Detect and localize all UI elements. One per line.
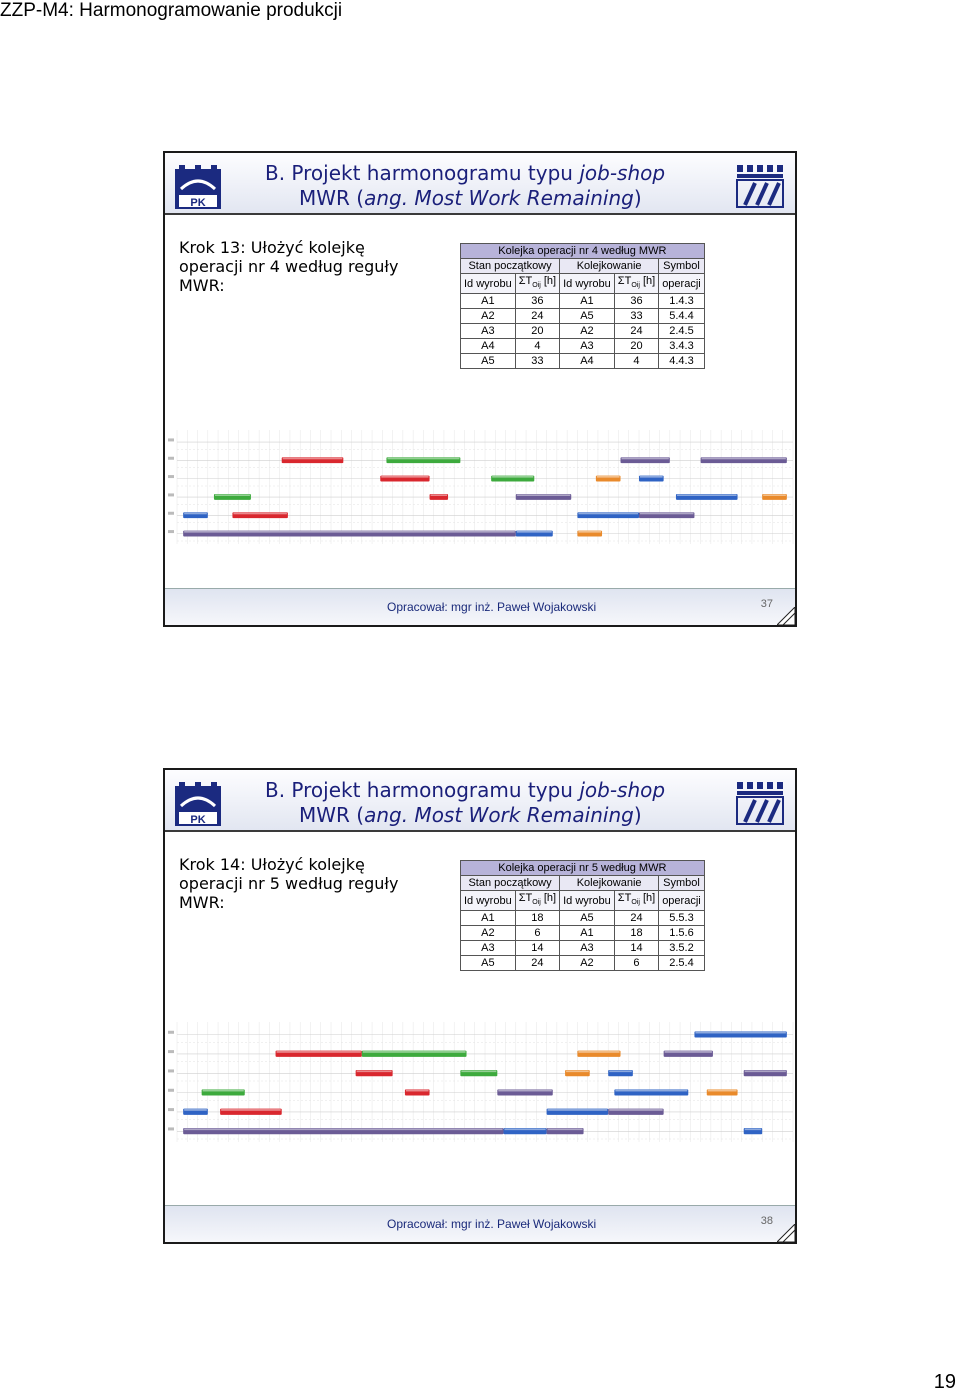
gantt-bar-highlight [517, 531, 552, 533]
gantt-bar-highlight [233, 513, 286, 515]
step-description: Krok 13: Ułożyć kolejkę operacji nr 4 według reguły MWR: [179, 238, 399, 295]
group-queue: Kolejkowanie [560, 259, 659, 274]
table-caption: Kolejka operacji nr 4 według MWR [461, 244, 705, 259]
col-sum: $\Sigma T_{Oij}$ [h] [614, 891, 658, 911]
slide-number: 38 [760, 1215, 773, 1227]
col-id: Id wyrobu [461, 274, 516, 294]
gantt-bar-highlight [548, 1109, 608, 1111]
gantt-bar-highlight [498, 1090, 551, 1092]
gantt-bar-highlight [357, 1070, 392, 1072]
slide-37 [163, 151, 797, 627]
symbol-header: Symbol [659, 259, 705, 274]
group-initial: Stan początkowy [461, 259, 560, 274]
symbol-header: operacji [659, 274, 705, 294]
step-description: Krok 14: Ułożyć kolejkę operacji nr 5 według reguły MWR: [179, 855, 399, 912]
gantt-bar-highlight [640, 476, 663, 478]
gantt-bar-highlight [597, 476, 620, 478]
gantt-chart [167, 1020, 795, 1144]
gantt-bar-highlight [184, 531, 515, 533]
gantt-chart [167, 428, 795, 546]
gantt-bar-highlight [406, 1090, 429, 1092]
gantt-bar-highlight [566, 1070, 589, 1072]
gantt-bar-highlight [665, 1051, 712, 1053]
gantt-bar-highlight [702, 458, 786, 460]
table-row: A5 24 A2 6 2.5.4 [461, 956, 705, 971]
gantt-bar-highlight [695, 1032, 785, 1034]
svg-text:PK: PK [190, 197, 206, 209]
table-row: A1 36 A1 36 1.4.3 [461, 294, 705, 309]
table-row: A5 33 A4 4 4.4.3 [461, 354, 705, 369]
department-logo-icon [735, 780, 785, 826]
symbol-header: operacji [659, 891, 705, 911]
table-row: A1 18 A5 24 5.5.3 [461, 911, 705, 926]
row-label [168, 1050, 174, 1053]
table-row: A4 4 A3 20 3.4.3 [461, 339, 705, 354]
slide-footer [165, 1205, 795, 1242]
gantt-bar-highlight [622, 458, 669, 460]
table-row: A2 24 A5 33 5.4.4 [461, 309, 705, 324]
svg-text:PK: PK [190, 814, 206, 826]
gantt-bar-highlight [517, 494, 570, 496]
slide-title: B. Projekt harmonogramu typu job-shop MWR (ang. Most Work Remaining) [265, 161, 666, 210]
document-header: ZZP-M4: Harmonogramowanie produkcji [0, 0, 343, 21]
row-label [168, 475, 174, 478]
gantt-bar-highlight [745, 1070, 786, 1072]
pk-logo-icon [173, 163, 223, 211]
slide-header [165, 153, 795, 215]
gantt-bar-highlight [578, 1051, 619, 1053]
gantt-bar-highlight [640, 513, 693, 515]
author-credit: Opracował: mgr inż. Paweł Wojakowski [387, 1217, 597, 1231]
gantt-bar-highlight [548, 1128, 583, 1130]
group-queue: Kolejkowanie [560, 876, 659, 891]
slide-footer [165, 588, 795, 625]
slide-header [165, 770, 795, 832]
gantt-bar-highlight [578, 531, 601, 533]
gantt-bar-highlight [677, 494, 737, 496]
gantt-bar-highlight [381, 476, 428, 478]
col-id: Id wyrobu [560, 274, 615, 294]
gantt-bar-highlight [215, 494, 250, 496]
gantt-bar-highlight [763, 494, 786, 496]
gantt-bar-highlight [184, 513, 207, 515]
row-label [168, 1069, 174, 1072]
row-label [168, 493, 174, 496]
gantt-bar-highlight [363, 1051, 466, 1053]
gantt-bar-highlight [609, 1070, 632, 1072]
row-label [168, 512, 174, 515]
slide-number: 37 [760, 598, 773, 610]
gantt-bar-highlight [609, 1109, 662, 1111]
gantt-bar-highlight [431, 494, 447, 496]
col-sum: $\Sigma T_{Oij}$ [h] [515, 891, 559, 911]
queue-table [460, 860, 705, 971]
gantt-bar-highlight [745, 1128, 761, 1130]
author-credit: Opracował: mgr inż. Paweł Wojakowski [387, 600, 597, 614]
gantt-bar-highlight [203, 1090, 244, 1092]
row-label [168, 1031, 174, 1034]
symbol-header: Symbol [659, 876, 705, 891]
gantt-bar-highlight [615, 1090, 687, 1092]
page-number: 19 [933, 1371, 956, 1393]
col-sum: $\Sigma T_{Oij}$ [h] [614, 274, 658, 294]
slide-38 [163, 768, 797, 1244]
row-label [168, 438, 174, 441]
department-logo-icon [735, 163, 785, 209]
group-initial: Stan początkowy [461, 876, 560, 891]
gantt-bar-highlight [277, 1051, 361, 1053]
col-sum: $\Sigma T_{Oij}$ [h] [515, 274, 559, 294]
col-id: Id wyrobu [560, 891, 615, 911]
table-row: A2 6 A1 18 1.5.6 [461, 926, 705, 941]
slide-title: B. Projekt harmonogramu typu job-shop MWR (ang. Most Work Remaining) [265, 778, 666, 827]
table-caption: Kolejka operacji nr 5 według MWR [461, 861, 705, 876]
gantt-bar-highlight [184, 1109, 207, 1111]
queue-table [460, 243, 705, 369]
table-row: A3 20 A2 24 2.4.5 [461, 324, 705, 339]
page-curl-icon [777, 1224, 795, 1242]
row-label [168, 530, 174, 533]
gantt-bar-highlight [283, 458, 343, 460]
page-curl-icon [777, 607, 795, 625]
row-label [168, 1127, 174, 1130]
gantt-bar-highlight [461, 1070, 496, 1072]
col-id: Id wyrobu [461, 891, 516, 911]
gantt-bar-highlight [504, 1128, 545, 1130]
gantt-bar-highlight [708, 1090, 737, 1092]
gantt-bar-highlight [492, 476, 533, 478]
row-label [168, 457, 174, 460]
row-label [168, 1108, 174, 1111]
table-row: A3 14 A3 14 3.5.2 [461, 941, 705, 956]
gantt-bar-highlight [184, 1128, 502, 1130]
row-label [168, 1089, 174, 1092]
gantt-bar-highlight [578, 513, 638, 515]
pk-logo-icon [173, 780, 223, 828]
gantt-bar-highlight [387, 458, 459, 460]
gantt-bar-highlight [221, 1109, 281, 1111]
